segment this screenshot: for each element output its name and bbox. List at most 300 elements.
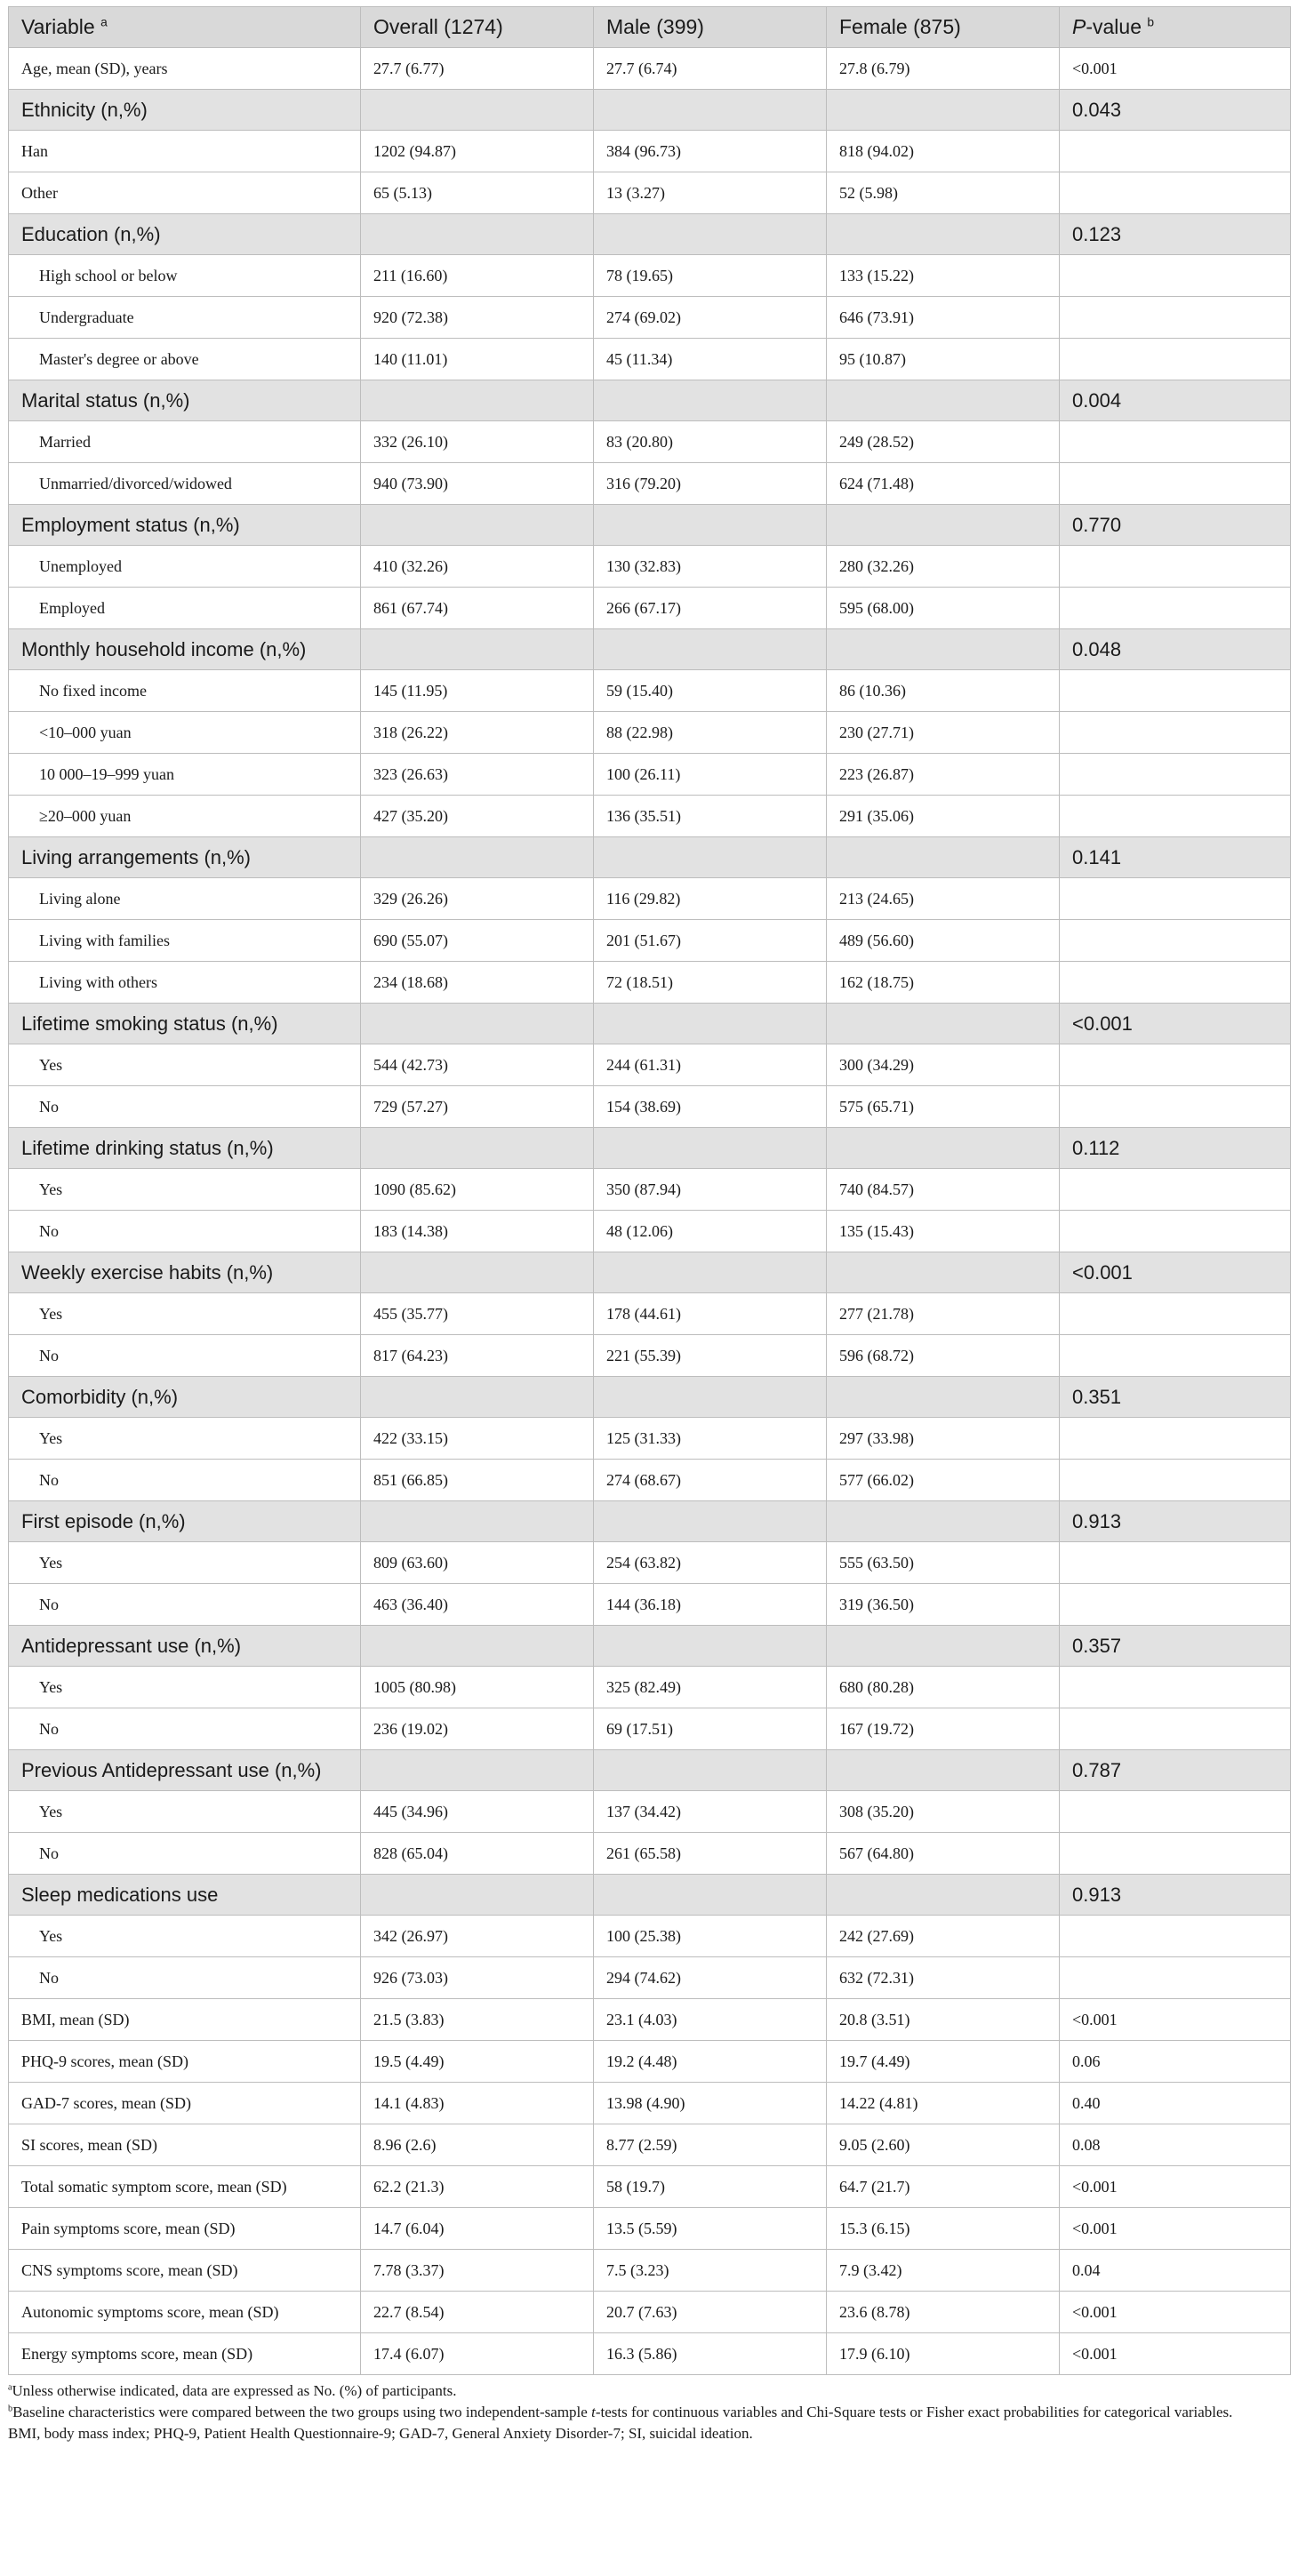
male-cell: 178 (44.61) — [594, 1293, 827, 1335]
variable-cell: Pain symptoms score, mean (SD) — [9, 2208, 361, 2250]
table-row — [9, 1293, 1291, 1335]
empty-cell — [827, 1750, 1060, 1791]
male-cell: 350 (87.94) — [594, 1169, 827, 1211]
overall-cell: 65 (5.13) — [361, 172, 594, 214]
female-cell: 242 (27.69) — [827, 1916, 1060, 1957]
overall-cell: 1005 (80.98) — [361, 1667, 594, 1708]
p-value-cell: <0.001 — [1060, 48, 1291, 90]
male-cell: 13 (3.27) — [594, 172, 827, 214]
empty-cell — [827, 1626, 1060, 1667]
p-value-cell — [1060, 1293, 1291, 1335]
variable-cell: No — [9, 1833, 361, 1875]
male-cell: 125 (31.33) — [594, 1418, 827, 1460]
variable-cell: Age, mean (SD), years — [9, 48, 361, 90]
overall-cell: 183 (14.38) — [361, 1211, 594, 1252]
female-cell: 86 (10.36) — [827, 670, 1060, 712]
variable-cell: 10 000–19–999 yuan — [9, 754, 361, 796]
overall-cell: 234 (18.68) — [361, 962, 594, 1004]
empty-cell — [361, 505, 594, 546]
overall-cell: 19.5 (4.49) — [361, 2041, 594, 2083]
empty-cell — [361, 1750, 594, 1791]
empty-cell — [827, 837, 1060, 878]
table-row — [9, 670, 1291, 712]
variable-cell: Autonomic symptoms score, mean (SD) — [9, 2292, 361, 2333]
p-value-cell: 0.04 — [1060, 2250, 1291, 2292]
female-cell: 17.9 (6.10) — [827, 2333, 1060, 2375]
overall-cell: 342 (26.97) — [361, 1916, 594, 1957]
section-header-row — [9, 1252, 1291, 1293]
empty-cell — [594, 380, 827, 421]
female-cell: 577 (66.02) — [827, 1460, 1060, 1501]
table-row — [9, 546, 1291, 588]
empty-cell — [594, 1377, 827, 1418]
table-row — [9, 1791, 1291, 1833]
p-value-cell: 0.048 — [1060, 629, 1291, 670]
female-cell: 15.3 (6.15) — [827, 2208, 1060, 2250]
variable-cell: High school or below — [9, 255, 361, 297]
female-cell: 319 (36.50) — [827, 1584, 1060, 1626]
male-cell: 13.98 (4.90) — [594, 2083, 827, 2124]
overall-cell: 920 (72.38) — [361, 297, 594, 339]
p-value-cell — [1060, 1833, 1291, 1875]
variable-cell: Yes — [9, 1418, 361, 1460]
variable-cell: Undergraduate — [9, 297, 361, 339]
section-label: Monthly household income (n,%) — [9, 629, 361, 670]
p-value-cell — [1060, 878, 1291, 920]
overall-cell: 926 (73.03) — [361, 1957, 594, 1999]
p-value-cell — [1060, 670, 1291, 712]
header-male: Male (399) — [594, 7, 827, 48]
male-cell: 130 (32.83) — [594, 546, 827, 588]
variable-cell: No — [9, 1708, 361, 1750]
female-cell: 95 (10.87) — [827, 339, 1060, 380]
empty-cell — [827, 1501, 1060, 1542]
table-row — [9, 2124, 1291, 2166]
p-value-cell: <0.001 — [1060, 2208, 1291, 2250]
table-row — [9, 2083, 1291, 2124]
table-row — [9, 796, 1291, 837]
overall-cell: 21.5 (3.83) — [361, 1999, 594, 2041]
variable-cell: Living with others — [9, 962, 361, 1004]
p-value-cell — [1060, 255, 1291, 297]
section-header-row — [9, 1626, 1291, 1667]
section-header-row — [9, 837, 1291, 878]
p-value-cell: 0.004 — [1060, 380, 1291, 421]
female-cell: 596 (68.72) — [827, 1335, 1060, 1377]
section-header-row — [9, 1501, 1291, 1542]
empty-cell — [361, 629, 594, 670]
p-value-cell — [1060, 1418, 1291, 1460]
p-value-cell — [1060, 796, 1291, 837]
table-row — [9, 297, 1291, 339]
variable-cell: Master's degree or above — [9, 339, 361, 380]
male-cell: 13.5 (5.59) — [594, 2208, 827, 2250]
p-value-cell: 0.40 — [1060, 2083, 1291, 2124]
female-cell: 280 (32.26) — [827, 546, 1060, 588]
p-value-cell — [1060, 962, 1291, 1004]
table-row — [9, 1211, 1291, 1252]
male-cell: 27.7 (6.74) — [594, 48, 827, 90]
female-cell: 489 (56.60) — [827, 920, 1060, 962]
p-value-cell — [1060, 588, 1291, 629]
overall-cell: 27.7 (6.77) — [361, 48, 594, 90]
empty-cell — [827, 90, 1060, 131]
female-cell: 14.22 (4.81) — [827, 2083, 1060, 2124]
variable-cell: CNS symptoms score, mean (SD) — [9, 2250, 361, 2292]
section-label: Previous Antidepressant use (n,%) — [9, 1750, 361, 1791]
female-cell: 555 (63.50) — [827, 1542, 1060, 1584]
section-header-row — [9, 1750, 1291, 1791]
overall-cell: 62.2 (21.3) — [361, 2166, 594, 2208]
male-cell: 100 (26.11) — [594, 754, 827, 796]
table-row — [9, 588, 1291, 629]
empty-cell — [594, 1501, 827, 1542]
female-cell: 680 (80.28) — [827, 1667, 1060, 1708]
p-value-cell: 0.06 — [1060, 2041, 1291, 2083]
empty-cell — [594, 1128, 827, 1169]
table-body — [9, 48, 1291, 2375]
overall-cell: 22.7 (8.54) — [361, 2292, 594, 2333]
male-cell: 83 (20.80) — [594, 421, 827, 463]
overall-cell: 463 (36.40) — [361, 1584, 594, 1626]
overall-cell: 318 (26.22) — [361, 712, 594, 754]
table-row — [9, 920, 1291, 962]
variable-cell: Employed — [9, 588, 361, 629]
female-cell: 27.8 (6.79) — [827, 48, 1060, 90]
header-p-value: P-value $^b$ — [1060, 7, 1291, 48]
section-header-row — [9, 1875, 1291, 1916]
variable-cell: Total somatic symptom score, mean (SD) — [9, 2166, 361, 2208]
p-value-cell: 0.123 — [1060, 214, 1291, 255]
overall-cell: 690 (55.07) — [361, 920, 594, 962]
p-value-cell — [1060, 712, 1291, 754]
table-row — [9, 463, 1291, 505]
overall-cell: 145 (11.95) — [361, 670, 594, 712]
empty-cell — [361, 380, 594, 421]
variable-cell: <10–000 yuan — [9, 712, 361, 754]
table-row — [9, 1169, 1291, 1211]
p-value-cell: 0.112 — [1060, 1128, 1291, 1169]
section-label: Living arrangements (n,%) — [9, 837, 361, 878]
p-value-cell — [1060, 1211, 1291, 1252]
variable-cell: No — [9, 1460, 361, 1501]
male-cell: 78 (19.65) — [594, 255, 827, 297]
overall-cell: 427 (35.20) — [361, 796, 594, 837]
variable-cell: Living with families — [9, 920, 361, 962]
p-value-cell — [1060, 1169, 1291, 1211]
overall-cell: 422 (33.15) — [361, 1418, 594, 1460]
female-cell: 308 (35.20) — [827, 1791, 1060, 1833]
section-label: First episode (n,%) — [9, 1501, 361, 1542]
section-label: Ethnicity (n,%) — [9, 90, 361, 131]
p-value-cell: <0.001 — [1060, 2333, 1291, 2375]
table-row — [9, 1418, 1291, 1460]
empty-cell — [827, 380, 1060, 421]
p-value-cell: 0.913 — [1060, 1875, 1291, 1916]
table-row — [9, 339, 1291, 380]
male-cell: 45 (11.34) — [594, 339, 827, 380]
female-cell: 135 (15.43) — [827, 1211, 1060, 1252]
empty-cell — [361, 1252, 594, 1293]
female-cell: 23.6 (8.78) — [827, 2292, 1060, 2333]
empty-cell — [594, 505, 827, 546]
male-cell: 8.77 (2.59) — [594, 2124, 827, 2166]
overall-cell: 211 (16.60) — [361, 255, 594, 297]
variable-cell: Yes — [9, 1916, 361, 1957]
section-label: Sleep medications use — [9, 1875, 361, 1916]
overall-cell: 729 (57.27) — [361, 1086, 594, 1128]
female-cell: 646 (73.91) — [827, 297, 1060, 339]
p-value-cell — [1060, 1086, 1291, 1128]
female-cell: 19.7 (4.49) — [827, 2041, 1060, 2083]
overall-cell: 851 (66.85) — [361, 1460, 594, 1501]
table-row — [9, 1999, 1291, 2041]
empty-cell — [827, 505, 1060, 546]
male-cell: 266 (67.17) — [594, 588, 827, 629]
section-header-row — [9, 214, 1291, 255]
male-cell: 16.3 (5.86) — [594, 2333, 827, 2375]
empty-cell — [827, 1875, 1060, 1916]
male-cell: 58 (19.7) — [594, 2166, 827, 2208]
empty-cell — [827, 1252, 1060, 1293]
table-row — [9, 1708, 1291, 1750]
table-row — [9, 1460, 1291, 1501]
variable-cell: Unemployed — [9, 546, 361, 588]
baseline-characteristics-table-container — [8, 6, 1290, 2444]
male-cell: 116 (29.82) — [594, 878, 827, 920]
female-cell: 595 (68.00) — [827, 588, 1060, 629]
male-cell: 20.7 (7.63) — [594, 2292, 827, 2333]
section-label: Comorbidity (n,%) — [9, 1377, 361, 1418]
empty-cell — [827, 1004, 1060, 1044]
overall-cell: 17.4 (6.07) — [361, 2333, 594, 2375]
table-row — [9, 2208, 1291, 2250]
table-row — [9, 131, 1291, 172]
p-value-cell: <0.001 — [1060, 1004, 1291, 1044]
variable-cell: PHQ-9 scores, mean (SD) — [9, 2041, 361, 2083]
male-cell: 274 (69.02) — [594, 297, 827, 339]
empty-cell — [594, 1875, 827, 1916]
section-header-row — [9, 380, 1291, 421]
table-footnotes — [8, 2380, 1290, 2444]
variable-cell: Yes — [9, 1293, 361, 1335]
variable-cell: ≥20–000 yuan — [9, 796, 361, 837]
male-cell: 154 (38.69) — [594, 1086, 827, 1128]
table-row — [9, 421, 1291, 463]
section-label: Education (n,%) — [9, 214, 361, 255]
section-label: Lifetime drinking status (n,%) — [9, 1128, 361, 1169]
overall-cell: 1090 (85.62) — [361, 1169, 594, 1211]
empty-cell — [361, 1626, 594, 1667]
variable-cell: BMI, mean (SD) — [9, 1999, 361, 2041]
female-cell: 230 (27.71) — [827, 712, 1060, 754]
male-cell: 7.5 (3.23) — [594, 2250, 827, 2292]
female-cell: 20.8 (3.51) — [827, 1999, 1060, 2041]
male-cell: 274 (68.67) — [594, 1460, 827, 1501]
female-cell: 167 (19.72) — [827, 1708, 1060, 1750]
overall-cell: 332 (26.10) — [361, 421, 594, 463]
p-value-cell — [1060, 1957, 1291, 1999]
empty-cell — [594, 1626, 827, 1667]
male-cell: 136 (35.51) — [594, 796, 827, 837]
overall-cell: 14.7 (6.04) — [361, 2208, 594, 2250]
male-cell: 201 (51.67) — [594, 920, 827, 962]
male-cell: 72 (18.51) — [594, 962, 827, 1004]
male-cell: 88 (22.98) — [594, 712, 827, 754]
p-value-cell: 0.787 — [1060, 1750, 1291, 1791]
p-value-cell — [1060, 1044, 1291, 1086]
empty-cell — [594, 214, 827, 255]
female-cell: 277 (21.78) — [827, 1293, 1060, 1335]
empty-cell — [827, 1377, 1060, 1418]
female-cell: 624 (71.48) — [827, 463, 1060, 505]
female-cell: 7.9 (3.42) — [827, 2250, 1060, 2292]
p-value-cell — [1060, 1791, 1291, 1833]
table-row — [9, 962, 1291, 1004]
empty-cell — [361, 90, 594, 131]
table-row — [9, 1335, 1291, 1377]
p-value-cell — [1060, 1542, 1291, 1584]
male-cell: 244 (61.31) — [594, 1044, 827, 1086]
variable-cell: Yes — [9, 1542, 361, 1584]
female-cell: 162 (18.75) — [827, 962, 1060, 1004]
male-cell: 48 (12.06) — [594, 1211, 827, 1252]
overall-cell: 809 (63.60) — [361, 1542, 594, 1584]
p-value-cell: 0.357 — [1060, 1626, 1291, 1667]
p-value-cell: 0.770 — [1060, 505, 1291, 546]
empty-cell — [594, 1252, 827, 1293]
male-cell: 384 (96.73) — [594, 131, 827, 172]
overall-cell: 410 (32.26) — [361, 546, 594, 588]
p-value-cell: <0.001 — [1060, 1252, 1291, 1293]
variable-cell: Energy symptoms score, mean (SD) — [9, 2333, 361, 2375]
female-cell: 818 (94.02) — [827, 131, 1060, 172]
table-row — [9, 2292, 1291, 2333]
variable-cell: Yes — [9, 1169, 361, 1211]
footnote-b: $^b$Baseline characteristics were compared between the two groups using two independent-sample t-tests for continuous variables and Chi-Square tests or Fisher exact probabilities for categorical variables. — [8, 2404, 1233, 2420]
p-value-cell: 0.351 — [1060, 1377, 1291, 1418]
empty-cell — [594, 629, 827, 670]
p-value-cell: <0.001 — [1060, 2166, 1291, 2208]
male-cell: 69 (17.51) — [594, 1708, 827, 1750]
variable-cell: Living alone — [9, 878, 361, 920]
male-cell: 316 (79.20) — [594, 463, 827, 505]
empty-cell — [594, 837, 827, 878]
baseline-characteristics-table — [8, 6, 1291, 2375]
p-value-cell — [1060, 1708, 1291, 1750]
section-header-row — [9, 90, 1291, 131]
p-value-cell — [1060, 754, 1291, 796]
table-row — [9, 255, 1291, 297]
variable-cell: Yes — [9, 1044, 361, 1086]
table-row — [9, 1086, 1291, 1128]
section-label: Weekly exercise habits (n,%) — [9, 1252, 361, 1293]
p-value-cell — [1060, 421, 1291, 463]
p-value-cell — [1060, 1916, 1291, 1957]
female-cell: 9.05 (2.60) — [827, 2124, 1060, 2166]
overall-cell: 8.96 (2.6) — [361, 2124, 594, 2166]
variable-cell: Other — [9, 172, 361, 214]
p-value-cell: <0.001 — [1060, 2292, 1291, 2333]
p-value-cell: <0.001 — [1060, 1999, 1291, 2041]
table-header-row — [9, 7, 1291, 48]
table-row — [9, 1833, 1291, 1875]
overall-cell: 455 (35.77) — [361, 1293, 594, 1335]
male-cell: 59 (15.40) — [594, 670, 827, 712]
p-value-cell — [1060, 339, 1291, 380]
male-cell: 261 (65.58) — [594, 1833, 827, 1875]
section-header-row — [9, 1377, 1291, 1418]
section-label: Antidepressant use (n,%) — [9, 1626, 361, 1667]
female-cell: 567 (64.80) — [827, 1833, 1060, 1875]
p-value-cell: 0.08 — [1060, 2124, 1291, 2166]
empty-cell — [361, 837, 594, 878]
table-row — [9, 712, 1291, 754]
overall-cell: 1202 (94.87) — [361, 131, 594, 172]
empty-cell — [827, 214, 1060, 255]
header-overall: Overall (1274) — [361, 7, 594, 48]
footnote-a: $^a$Unless otherwise indicated, data are expressed as No. (%) of participants. — [8, 2382, 457, 2399]
variable-cell: SI scores, mean (SD) — [9, 2124, 361, 2166]
variable-cell: No — [9, 1584, 361, 1626]
table-row — [9, 2166, 1291, 2208]
table-row — [9, 2041, 1291, 2083]
male-cell: 19.2 (4.48) — [594, 2041, 827, 2083]
p-value-cell: 0.043 — [1060, 90, 1291, 131]
male-cell: 325 (82.49) — [594, 1667, 827, 1708]
p-value-cell — [1060, 1584, 1291, 1626]
overall-cell: 817 (64.23) — [361, 1335, 594, 1377]
female-cell: 291 (35.06) — [827, 796, 1060, 837]
variable-cell: No fixed income — [9, 670, 361, 712]
overall-cell: 828 (65.04) — [361, 1833, 594, 1875]
empty-cell — [594, 90, 827, 131]
female-cell: 133 (15.22) — [827, 255, 1060, 297]
male-cell: 137 (34.42) — [594, 1791, 827, 1833]
male-cell: 144 (36.18) — [594, 1584, 827, 1626]
table-row — [9, 2250, 1291, 2292]
section-header-row — [9, 505, 1291, 546]
variable-cell: No — [9, 1211, 361, 1252]
female-cell: 575 (65.71) — [827, 1086, 1060, 1128]
empty-cell — [361, 1128, 594, 1169]
empty-cell — [361, 1004, 594, 1044]
p-value-cell — [1060, 172, 1291, 214]
table-row — [9, 878, 1291, 920]
male-cell: 221 (55.39) — [594, 1335, 827, 1377]
header-female: Female (875) — [827, 7, 1060, 48]
variable-cell: Yes — [9, 1791, 361, 1833]
table-row — [9, 48, 1291, 90]
table-row — [9, 1667, 1291, 1708]
p-value-cell — [1060, 920, 1291, 962]
overall-cell: 140 (11.01) — [361, 339, 594, 380]
p-value-cell: 0.913 — [1060, 1501, 1291, 1542]
overall-cell: 329 (26.26) — [361, 878, 594, 920]
section-header-row — [9, 1128, 1291, 1169]
variable-cell: Unmarried/divorced/widowed — [9, 463, 361, 505]
male-cell: 23.1 (4.03) — [594, 1999, 827, 2041]
female-cell: 300 (34.29) — [827, 1044, 1060, 1086]
variable-cell: GAD-7 scores, mean (SD) — [9, 2083, 361, 2124]
p-value-cell — [1060, 546, 1291, 588]
p-value-cell — [1060, 131, 1291, 172]
empty-cell — [827, 1128, 1060, 1169]
table-row — [9, 1044, 1291, 1086]
variable-cell: Han — [9, 131, 361, 172]
section-header-row — [9, 629, 1291, 670]
empty-cell — [361, 214, 594, 255]
